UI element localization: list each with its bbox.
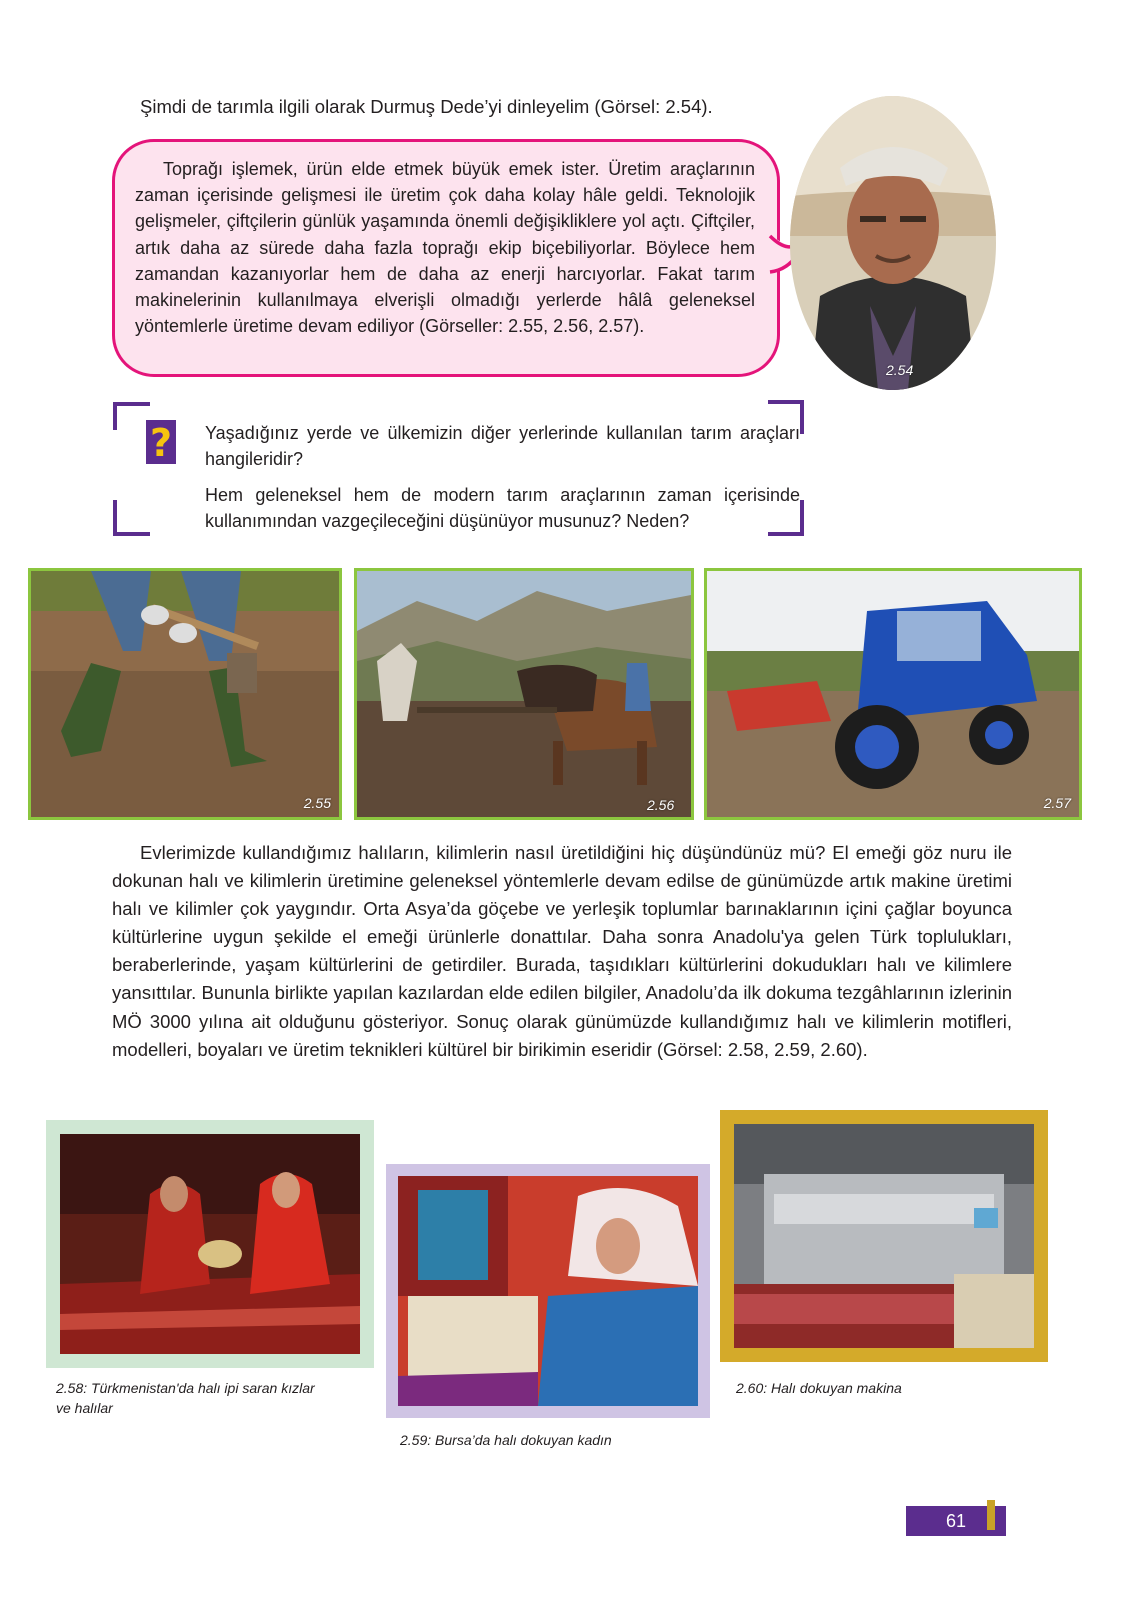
- page-number: 61: [906, 1506, 1006, 1536]
- photo-2-56-number: 2.56: [647, 797, 675, 813]
- photo-2-55: [28, 568, 342, 820]
- old-man-photo: [790, 96, 996, 390]
- ox-plough-photo: [357, 571, 691, 817]
- tractor-photo: [707, 571, 1079, 817]
- farmer-hoeing-photo: [31, 571, 339, 817]
- portrait-figure-number: 2.54: [886, 362, 914, 378]
- page-number-corner: [987, 1500, 995, 1530]
- photo-2-56: [354, 568, 694, 820]
- photo-2-59: [398, 1176, 698, 1406]
- carpet-paragraph: [112, 839, 1012, 1064]
- intro-text: Şimdi de tarımla ilgili olarak Durmuş Dede’yi dinleyelim (Görsel: 2.54).: [140, 96, 713, 117]
- photo-2-57: [704, 568, 1082, 820]
- caption-2-58-line-2: ve halılar: [56, 1400, 113, 1416]
- portrait-photo-2-54: [790, 96, 996, 390]
- caption-2-58: [56, 1378, 315, 1418]
- question-2: Hem geleneksel hem de modern tarım araçlarının zaman içerisinde kullanımından vazgeçileceğini düşünüyor musunuz? Neden?: [205, 485, 800, 531]
- photo-2-58: [60, 1134, 360, 1354]
- caption-2-60: 2.60: Halı dokuyan makina: [736, 1380, 902, 1396]
- caption-2-58-line-1: 2.58: Türkmenistan'da halı ipi saran kızlar: [56, 1380, 315, 1396]
- question-mark-icon: [146, 420, 176, 464]
- speech-bubble: [112, 139, 780, 377]
- question-text: [205, 420, 800, 544]
- stamp-frame-2-59: [386, 1164, 710, 1418]
- svg-text:?: ?: [149, 421, 173, 464]
- carpet-paragraph-text: Evlerimizde kullandığımız halıların, kilimlerin nasıl üretildiğini hiç düşündünüz mü? El emeği göz nuru ile dokunan halı ve kilimlerin üretimine geleneksel yöntemlerle devam edilse de günümüzde artık makine üretimi halı ve kilimler çok yaygındır. Orta Asya’da göçebe ve yerleşik toplumlar barınaklarının içini çağlar boyunca kültürlerine uygun şekilde el emeği ürünlerle donattılar. Daha sonra Anadolu'ya gelen Türk toplulukları, beraberlerinde, yaşam kültürlerini de getirdiler. Burada, taşıdıkları kültürlerini dokudukları halı ve kilimlere yansıttılar. Bununla birlikte yapılan kazılardan elde edilen bilgiler, Anadolu’da ilk dokuma tezgâhlarının izlerinin MÖ 3000 yılına ait olduğunu gösteriyor. Sonuç olarak günümüzde kullandığımız halı ve kilimlerin motifleri, modelleri, boyaları ve üretim teknikleri kültürel bir birikimin eseridir (Görsel: 2.58, 2.59, 2.60).: [112, 842, 1012, 1060]
- stamp-frame-2-58: [46, 1120, 374, 1368]
- question-1: Yaşadığınız yerde ve ülkemizin diğer yerlerinde kullanılan tarım araçları hangileridir?: [205, 423, 800, 469]
- photo-2-60: [734, 1124, 1034, 1348]
- photo-2-57-number: 2.57: [1043, 795, 1071, 811]
- stamp-frame-2-60: [720, 1110, 1048, 1362]
- speech-bubble-text: Toprağı işlemek, ürün elde etmek büyük emek ister. Üretim araçlarının zaman içerisinde gelişmesi ile üretim çok daha kolay hâle geldi. Teknolojik gelişmeler, çiftçilerin günlük yaşamında önemli değişikliklere yol açtı. Çiftçiler, artık daha az sürede daha fazla toprağı ekip biçebiliyorlar. Böylece hem zamandan kazanıyorlar hem de daha az enerji harcıyorlar. Fakat tarım makinelerinin kullanılmaya elverişli olmadığı yerlerde hâlâ geleneksel yöntemlerle üretime devam ediliyor (Görseller: 2.55, 2.56, 2.57).: [135, 159, 755, 337]
- caption-2-59: 2.59: Bursa’da halı dokuyan kadın: [400, 1432, 612, 1448]
- photo-2-55-number: 2.55: [303, 795, 331, 811]
